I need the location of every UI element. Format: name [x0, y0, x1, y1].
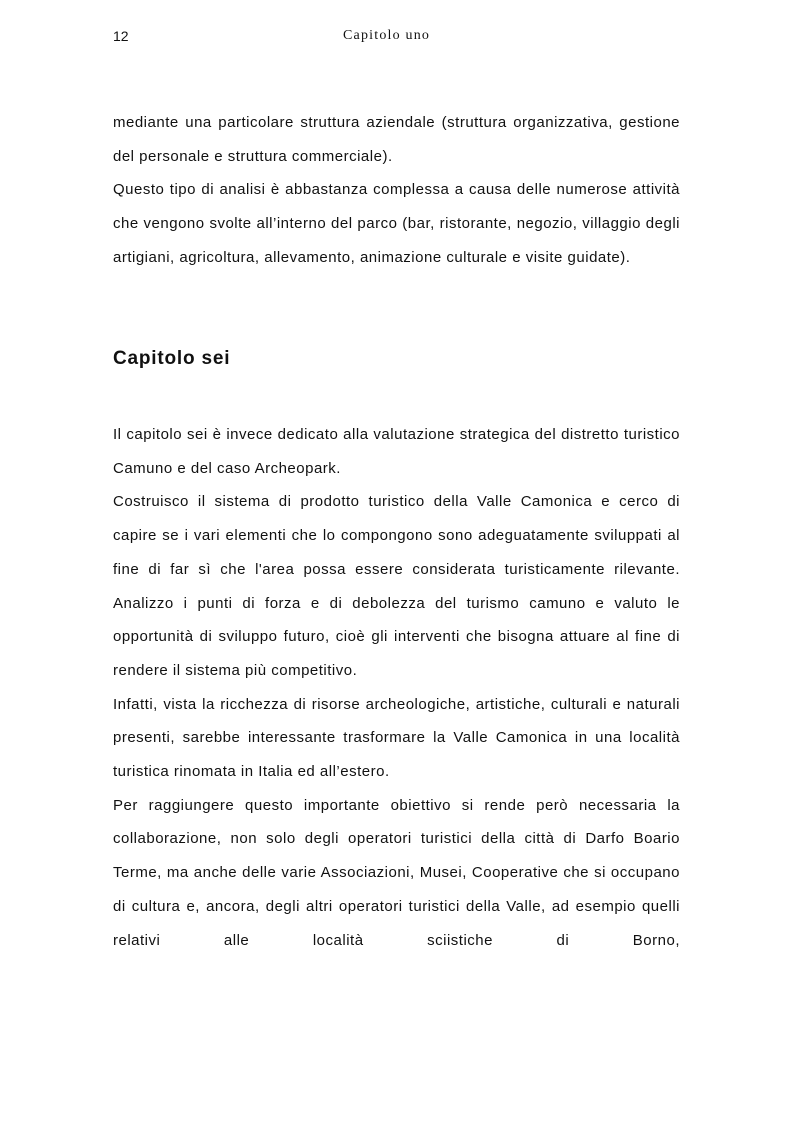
paragraph: mediante una particolare struttura aziendale (struttura organizzativa, gestione del personale e struttura commerciale).	[113, 114, 680, 165]
paragraph: Infatti, vista la ricchezza di risorse archeologiche, artistiche, culturali e naturali presenti, sarebbe interessante trasformare la Valle Camonica in una località turistica rinomata in Italia ed all’estero.	[113, 695, 680, 781]
chapter-heading: Capitolo sei	[113, 348, 231, 369]
paragraph: Per raggiungere questo importante obiettivo si rende però necessaria la collaborazione, non solo degli operatori turistici della città di Darfo Boario Terme, ma anche delle varie Associazioni, Musei, Cooperative che si occupano di cultura e, ancora, degli altri operatori turistici della Valle, ad esempio quelli relativi alle località sciistiche di Borno,	[113, 796, 680, 949]
page-number: 12	[113, 28, 129, 44]
page-header	[113, 28, 680, 46]
section-continuation	[113, 106, 680, 275]
chapter-six-body	[113, 418, 680, 957]
paragraph: Il capitolo sei è invece dedicato alla valutazione strategica del distretto turistico Camuno e del caso Archeopark.	[113, 426, 680, 477]
running-head: Capitolo uno	[343, 28, 431, 43]
paragraph: Questo tipo di analisi è abbastanza complessa a causa delle numerose attività che vengono svolte all’interno del parco (bar, ristorante, negozio, villaggio degli artigiani, agricoltura, allevamento, animazione culturale e visite guidate).	[113, 181, 680, 266]
paragraph: Costruisco il sistema di prodotto turistico della Valle Camonica e cerco di capire se i vari elementi che lo compongono sono adeguatamente sviluppati al fine di far sì che l'area possa essere considerata turisticamente rilevante. Analizzo i punti di forza e di debolezza del turismo camuno e valuto le opportunità di sviluppo futuro, cioè gli interventi che bisogna attuare al fine di rendere il sistema più competitivo.	[113, 493, 680, 679]
